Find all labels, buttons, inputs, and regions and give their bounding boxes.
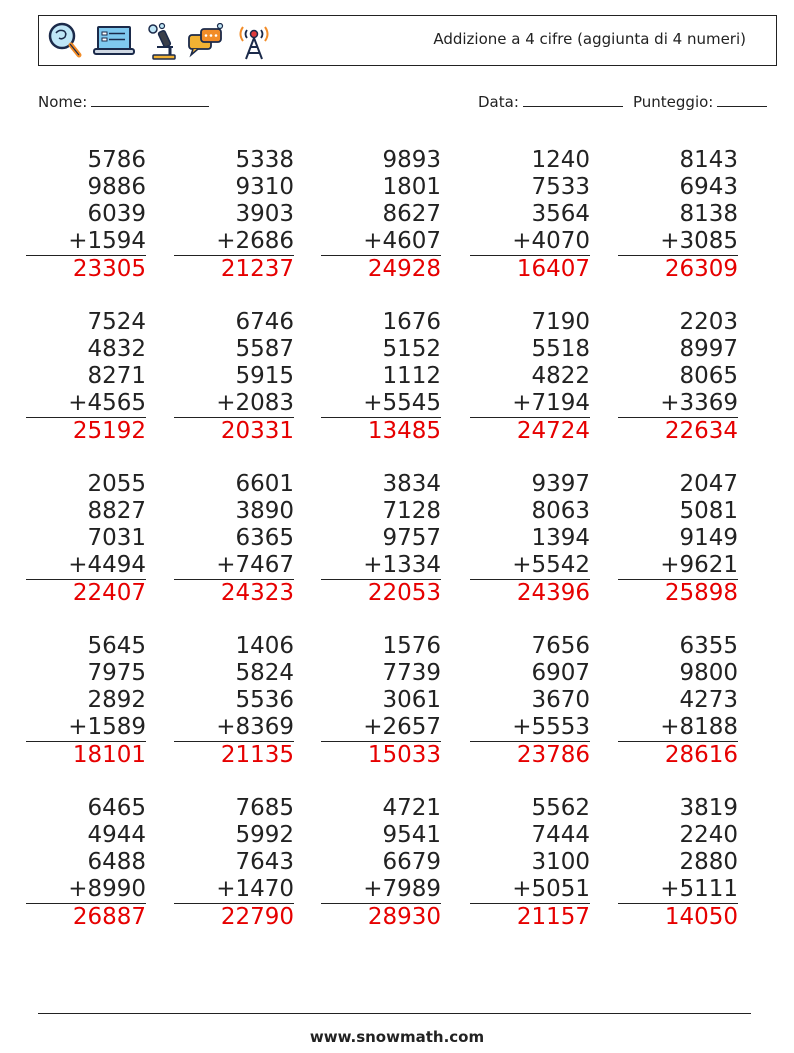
addend-4: +9621: [618, 552, 738, 580]
addend-4: +8369: [174, 714, 294, 742]
name-label: Nome:: [38, 93, 88, 111]
date-field: [478, 92, 623, 111]
addition-problem: [618, 633, 738, 769]
addend-2: 7533: [531, 174, 590, 200]
addition-problem: [321, 795, 441, 931]
addend-2: 6907: [531, 660, 590, 686]
addend-4: +3085: [618, 228, 738, 256]
addend-1: 8143: [679, 147, 738, 173]
addend-1: 2047: [679, 471, 738, 497]
addend-2: 5587: [235, 336, 294, 362]
addend-3: 3903: [235, 201, 294, 227]
addition-problem: [618, 147, 738, 283]
addend-4: +4565: [26, 390, 146, 418]
date-label: Data:: [478, 93, 519, 111]
addend-1: 7656: [531, 633, 590, 659]
addition-problem: [470, 795, 590, 931]
addend-4: +5051: [470, 876, 590, 904]
answer: 24323: [220, 580, 294, 606]
addend-3: 1394: [531, 525, 590, 551]
answer: 26309: [664, 256, 738, 282]
answer: 28930: [367, 904, 441, 930]
addend-4: +1470: [174, 876, 294, 904]
addend-4: +4494: [26, 552, 146, 580]
addend-3: 4273: [679, 687, 738, 713]
footer-site: www.snowmath.com: [309, 1028, 485, 1046]
addend-3: 3100: [531, 849, 590, 875]
addend-1: 3834: [382, 471, 441, 497]
addend-1: 7190: [531, 309, 590, 335]
addend-3: 1112: [382, 363, 441, 389]
microscope-icon: [145, 21, 177, 61]
date-blank: [523, 92, 623, 107]
addend-2: 5518: [531, 336, 590, 362]
addition-problem: [26, 633, 146, 769]
addend-2: 7975: [87, 660, 146, 686]
addend-3: 6679: [382, 849, 441, 875]
addend-1: 5786: [87, 147, 146, 173]
addend-4: +1334: [321, 552, 441, 580]
addend-1: 1406: [235, 633, 294, 659]
addend-4: +7989: [321, 876, 441, 904]
addend-2: 8827: [87, 498, 146, 524]
answer: 21157: [516, 904, 590, 930]
addend-4: +1589: [26, 714, 146, 742]
answer: 24724: [516, 418, 590, 444]
addend-1: 6601: [235, 471, 294, 497]
addend-3: 8271: [87, 363, 146, 389]
addend-3: 5915: [235, 363, 294, 389]
addend-4: +5542: [470, 552, 590, 580]
addend-2: 8997: [679, 336, 738, 362]
addend-2: 6943: [679, 174, 738, 200]
addend-1: 3819: [679, 795, 738, 821]
answer: 18101: [72, 742, 146, 768]
addend-2: 5824: [235, 660, 294, 686]
addend-1: 6465: [87, 795, 146, 821]
addend-3: 6488: [87, 849, 146, 875]
addend-1: 7685: [235, 795, 294, 821]
addend-1: 1576: [382, 633, 441, 659]
addend-3: 6039: [87, 201, 146, 227]
addend-3: 2880: [679, 849, 738, 875]
addend-3: 4822: [531, 363, 590, 389]
addend-2: 1801: [382, 174, 441, 200]
addend-3: 7643: [235, 849, 294, 875]
answer: 24396: [516, 580, 590, 606]
addend-4: +2657: [321, 714, 441, 742]
addition-problem: [470, 147, 590, 283]
answer: 23305: [72, 256, 146, 282]
answer: 23786: [516, 742, 590, 768]
addend-4: +8990: [26, 876, 146, 904]
addend-1: 1240: [531, 147, 590, 173]
addend-4: +4070: [470, 228, 590, 256]
addend-2: 3890: [235, 498, 294, 524]
addend-2: 9541: [382, 822, 441, 848]
score-label: Punteggio:: [633, 93, 714, 111]
name-field: [38, 92, 209, 111]
addend-2: 8063: [531, 498, 590, 524]
addition-problem: [618, 471, 738, 607]
addend-4: +1594: [26, 228, 146, 256]
addend-2: 4832: [87, 336, 146, 362]
addend-3: 3061: [382, 687, 441, 713]
answer: 22634: [664, 418, 738, 444]
footer-divider: [38, 1013, 751, 1014]
chat-icon: [187, 23, 225, 59]
addend-2: 7128: [382, 498, 441, 524]
addend-4: +2686: [174, 228, 294, 256]
answer: 22407: [72, 580, 146, 606]
header-icons: [47, 20, 273, 62]
addend-4: +2083: [174, 390, 294, 418]
answer: 22790: [220, 904, 294, 930]
addend-2: 9800: [679, 660, 738, 686]
addition-problem: [174, 471, 294, 607]
addition-problem: [26, 471, 146, 607]
answer: 15033: [367, 742, 441, 768]
addition-problem: [618, 309, 738, 445]
addend-4: +7194: [470, 390, 590, 418]
addend-2: 2240: [679, 822, 738, 848]
addend-2: 9310: [235, 174, 294, 200]
answer: 26887: [72, 904, 146, 930]
addition-problem: [26, 309, 146, 445]
addend-3: 8138: [679, 201, 738, 227]
addend-1: 9893: [382, 147, 441, 173]
addition-problem: [321, 147, 441, 283]
answer: 14050: [664, 904, 738, 930]
addition-problem: [321, 309, 441, 445]
addition-problem: [26, 147, 146, 283]
addend-3: 6365: [235, 525, 294, 551]
addend-4: +7467: [174, 552, 294, 580]
addend-1: 4721: [382, 795, 441, 821]
addend-1: 6355: [679, 633, 738, 659]
answer: 21237: [220, 256, 294, 282]
answer: 24928: [367, 256, 441, 282]
addend-4: +8188: [618, 714, 738, 742]
addend-3: 3564: [531, 201, 590, 227]
addend-1: 1676: [382, 309, 441, 335]
addend-3: 7031: [87, 525, 146, 551]
addend-1: 7524: [87, 309, 146, 335]
name-blank: [91, 92, 209, 107]
addition-problem: [618, 795, 738, 931]
addend-3: 3670: [531, 687, 590, 713]
addition-problem: [174, 147, 294, 283]
antenna-icon: [235, 21, 273, 61]
addend-1: 2055: [87, 471, 146, 497]
addend-2: 4944: [87, 822, 146, 848]
addend-2: 7444: [531, 822, 590, 848]
addend-3: 5536: [235, 687, 294, 713]
addend-1: 5562: [531, 795, 590, 821]
addend-4: +5111: [618, 876, 738, 904]
answer: 25898: [664, 580, 738, 606]
addend-4: +3369: [618, 390, 738, 418]
answer: 16407: [516, 256, 590, 282]
addition-problem: [174, 309, 294, 445]
addend-4: +4607: [321, 228, 441, 256]
addend-1: 6746: [235, 309, 294, 335]
addend-1: 5338: [235, 147, 294, 173]
answer: 28616: [664, 742, 738, 768]
addend-3: 9757: [382, 525, 441, 551]
addend-1: 5645: [87, 633, 146, 659]
addend-1: 9397: [531, 471, 590, 497]
addition-problem: [174, 795, 294, 931]
addition-problem: [470, 471, 590, 607]
addend-2: 7739: [382, 660, 441, 686]
laptop-icon: [93, 23, 135, 59]
addend-4: +5553: [470, 714, 590, 742]
addition-problem: [321, 633, 441, 769]
addend-4: +5545: [321, 390, 441, 418]
addend-3: 8065: [679, 363, 738, 389]
addend-3: 2892: [87, 687, 146, 713]
score-field: [633, 92, 767, 111]
worksheet-title: Addizione a 4 cifre (aggiunta di 4 numeri): [433, 30, 746, 48]
worksheet-header: [38, 15, 777, 66]
addition-problem: [26, 795, 146, 931]
addition-problem: [470, 309, 590, 445]
addend-2: 5152: [382, 336, 441, 362]
answer: 21135: [220, 742, 294, 768]
addition-problem: [470, 633, 590, 769]
addend-2: 9886: [87, 174, 146, 200]
score-blank: [717, 92, 767, 107]
magnifier-icon: [47, 21, 83, 61]
answer: 13485: [367, 418, 441, 444]
answer: 25192: [72, 418, 146, 444]
addition-problem: [321, 471, 441, 607]
addend-3: 9149: [679, 525, 738, 551]
addition-problem: [174, 633, 294, 769]
addend-3: 8627: [382, 201, 441, 227]
addend-2: 5081: [679, 498, 738, 524]
addend-2: 5992: [235, 822, 294, 848]
answer: 20331: [220, 418, 294, 444]
answer: 22053: [367, 580, 441, 606]
addend-1: 2203: [679, 309, 738, 335]
